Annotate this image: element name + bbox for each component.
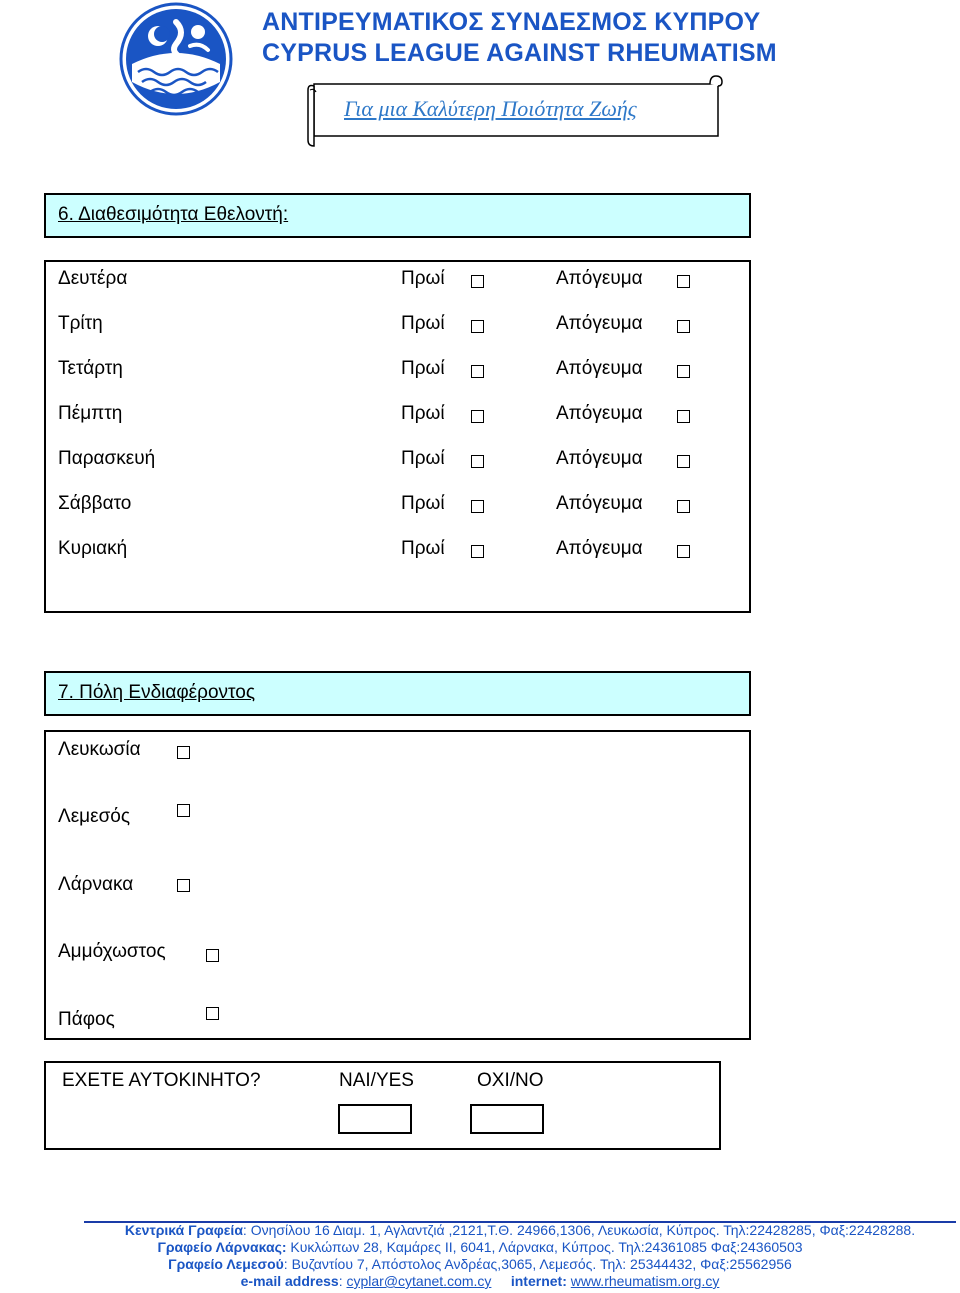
morning-label: Πρωί [401,538,445,559]
larnaca-label: Γραφείο Λάρνακας: [157,1239,287,1255]
afternoon-label: Απόγευμα [556,403,643,424]
head-office-text: : Ονησίλου 16 Διαμ. 1, Αγλαντζιά ,2121,Τ.Θ. 24966,1306, Λευκωσία, Κύπρος. Τηλ:22428285, Φαξ:22428288. [242,1222,916,1238]
morning-label: Πρωί [401,493,445,514]
day-label: Παρασκευή [58,448,156,469]
car-no-label: ΟΧΙ/NO [477,1070,544,1091]
day-label: Κυριακή [58,538,128,559]
morning-label: Πρωί [401,358,445,379]
afternoon-checkbox[interactable] [677,455,690,468]
city-box [44,730,751,1040]
org-title-greek: ΑΝΤΙΡΕΥΜΑΤΙΚΟΣ ΣΥΝΔΕΣΜΟΣ ΚΥΠΡΟΥ [262,8,761,36]
day-label: Σάββατο [58,493,132,514]
morning-label: Πρωί [401,313,445,334]
morning-checkbox[interactable] [471,455,484,468]
afternoon-checkbox[interactable] [677,410,690,423]
morning-label: Πρωί [401,268,445,289]
footer-head-office [0,1222,960,1239]
day-label: Πέμπτη [58,403,123,424]
morning-checkbox[interactable] [471,320,484,333]
internet-label: internet: [510,1273,567,1289]
afternoon-checkbox[interactable] [677,275,690,288]
city-label: Λευκωσία [58,739,141,760]
day-label: Τρίτη [58,313,103,334]
morning-checkbox[interactable] [471,275,484,288]
afternoon-checkbox[interactable] [677,365,690,378]
league-logo-icon [118,2,234,116]
limassol-label: Γραφείο Λεμεσού [168,1256,284,1272]
city-label: Αμμόχωστος [58,941,166,962]
city-checkbox[interactable] [177,804,190,817]
footer-contact: e-mail address: cyplar@cytanet.com.cy internet: www.rheumatism.org.cy [240,1273,720,1289]
afternoon-label: Απόγευμα [556,538,643,559]
city-label: Λάρνακα [58,874,134,895]
morning-checkbox[interactable] [471,500,484,513]
afternoon-label: Απόγευμα [556,493,643,514]
afternoon-checkbox[interactable] [677,500,690,513]
car-yes-label: ΝΑΙ/YES [339,1070,414,1091]
day-label: Τετάρτη [58,358,123,379]
availability-heading: 6. Διαθεσιμότητα Εθελοντή: [44,193,751,238]
head-office-label: Κεντρικά Γραφεία [124,1222,243,1238]
city-checkbox[interactable] [177,879,190,892]
limassol-text: : Βυζαντίου 7, Απόστολος Ανδρέας,3065, Λεμεσός. Τηλ: 25344432, Φαξ:25562956 [283,1256,792,1272]
afternoon-label: Απόγευμα [556,268,643,289]
email-link[interactable]: cyplar@cytanet.com.cy [346,1273,492,1289]
org-title-english: CYPRUS LEAGUE AGAINST RHEUMATISM [262,39,777,67]
motto-text: Για μια Καλύτερη Ποιότητα Ζωής [344,96,637,121]
car-no-box[interactable] [470,1104,544,1134]
footer-limassol [0,1256,960,1273]
car-yes-box[interactable] [338,1104,412,1134]
afternoon-label: Απόγευμα [556,313,643,334]
city-checkbox[interactable] [177,746,190,759]
footer-larnaca [0,1239,960,1256]
morning-label: Πρωί [401,403,445,424]
availability-box [44,260,751,613]
morning-checkbox[interactable] [471,545,484,558]
city-checkbox[interactable] [206,949,219,962]
afternoon-checkbox[interactable] [677,545,690,558]
morning-label: Πρωί [401,448,445,469]
larnaca-text: Κυκλώπων 28, Καμάρες ΙΙ, 6041, Λάρνακα, Κύπρος. Τηλ:24361085 Φαξ:24360503 [286,1239,803,1255]
morning-checkbox[interactable] [471,410,484,423]
website-link[interactable]: www.rheumatism.org.cy [570,1273,720,1289]
afternoon-label: Απόγευμα [556,358,643,379]
car-question: ΕΧΕΤΕ ΑΥΤΟΚΙΝΗΤΟ? [62,1070,261,1091]
city-label: Πάφος [58,1009,115,1030]
city-label: Λεμεσός [58,806,131,827]
morning-checkbox[interactable] [471,365,484,378]
afternoon-label: Απόγευμα [556,448,643,469]
city-checkbox[interactable] [206,1007,219,1020]
email-label: e-mail address [240,1273,339,1289]
afternoon-checkbox[interactable] [677,320,690,333]
day-label: Δευτέρα [58,268,128,289]
city-heading: 7. Πόλη Ενδιαφέροντος [44,671,751,716]
